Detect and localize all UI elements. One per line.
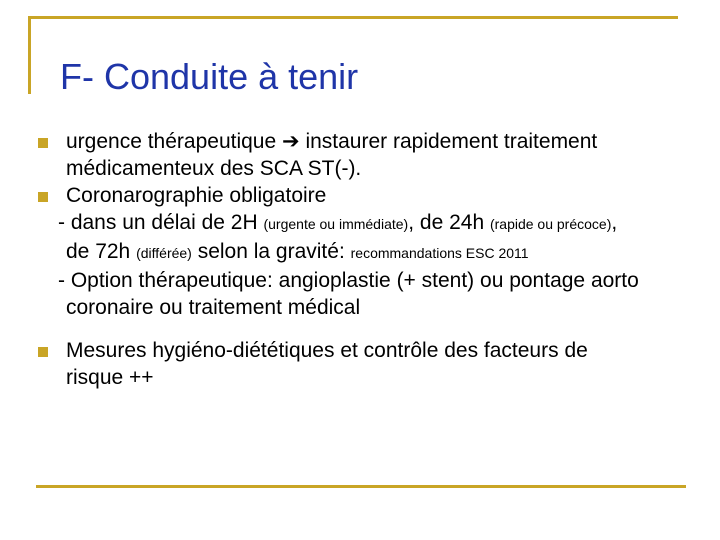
right-arrow-icon: ➔: [282, 130, 300, 153]
bullet-mesures-line1: Mesures hygiéno-diététiques et contrôle des facteurs de: [66, 339, 588, 362]
delay-line1: - dans un délai de 2H (urgente ou immédiate), de 24h (rapide ou précoce),: [58, 211, 618, 234]
bullet-urgence: [36, 128, 696, 182]
slide-content: [36, 128, 696, 391]
delay-line2: de 72h (différée) selon la gravité: recommandations ESC 2011: [66, 240, 529, 263]
bullet-mesures: [36, 337, 696, 391]
bullet-coronarographie-text: Coronarographie obligatoire: [66, 184, 327, 207]
bullet-urgence-line1: urgence thérapeutique ➔ instaurer rapidement traitement: [66, 130, 598, 153]
bullet-coronarographie: [36, 182, 696, 209]
slide-frame-top: [28, 16, 678, 19]
square-bullet-icon: [38, 347, 48, 357]
slide-frame-left: [28, 16, 31, 94]
square-bullet-icon: [38, 192, 48, 202]
bullet-mesures-line2: risque ++: [66, 366, 154, 389]
bullet-urgence-line2: médicamenteux des SCA ST(-).: [66, 157, 362, 180]
option-line2: coronaire ou traitement médical: [66, 296, 361, 319]
option-line1: - Option thérapeutique: angioplastie (+ stent) ou pontage aorto: [58, 269, 639, 292]
slide-title: F- Conduite à tenir: [60, 56, 359, 97]
square-bullet-icon: [38, 138, 48, 148]
slide-frame-bottom: [36, 485, 686, 488]
